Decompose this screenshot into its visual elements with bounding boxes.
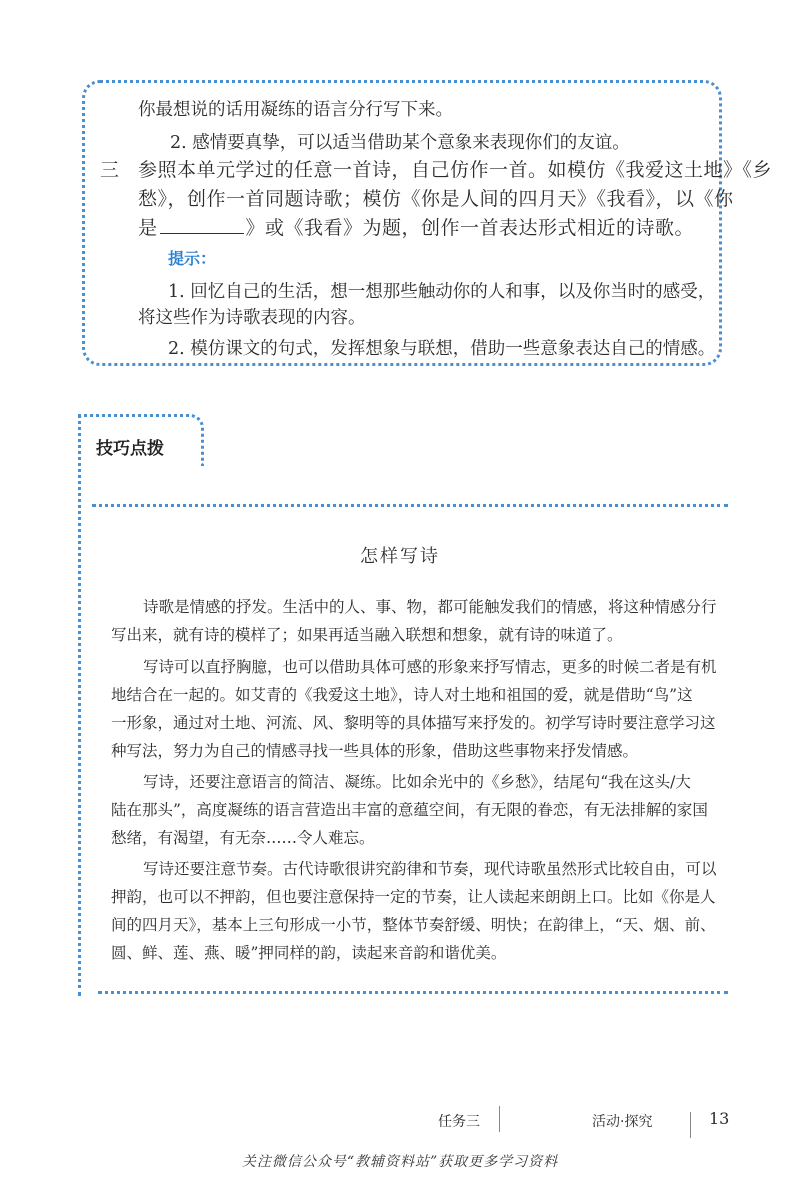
task-line-5-end: 》或《我看》为题，创作一首表达形式相近的诗歌。 [245, 217, 695, 239]
hint-line-2: 将这些作为诗歌表现的内容。 [138, 308, 366, 328]
article-line-12: 间的四月天》，基本上三句形成一小节，整体节奏舒缓、明快；在韵律上，“天、烟、前、 [111, 916, 716, 934]
footer-activity-label: 活动·探究 [592, 1114, 653, 1130]
task-line-3: 参照本单元学过的任意一首诗，自己仿作一首。如模仿《我爱这土地》《乡 [138, 159, 773, 181]
article-line-8: 陆在那头”，高度凝练的语言营造出丰富的意蕴空间，有无限的眷恋，有无法排解的家国 [111, 801, 708, 819]
task-line-5-start: 是 [138, 217, 158, 239]
article-title: 怎样写诗 [360, 546, 440, 567]
skill-left-border [78, 414, 81, 996]
skill-section-title: 技巧点拨 [96, 439, 164, 459]
article-line-2: 写出来，就有诗的模样了；如果再适当融入联想和想象，就有诗的味道了。 [111, 626, 623, 644]
footer-separator [499, 1106, 500, 1132]
task-line-4: 愁》，创作一首同题诗歌；模仿《你是人间的四月天》《我看》，以《你 [138, 188, 734, 210]
task-number-three: 三 [100, 159, 120, 181]
article-line-7: 写诗，还要注意语言的简洁、凝练。比如余光中的《乡愁》，结尾句“我在这头/大 [143, 773, 691, 791]
article-line-6: 种写法，努力为自己的情感寻找一些具体的形象，借助这些事物来抒发情感。 [111, 742, 639, 760]
article-line-1: 诗歌是情感的抒发。生活中的人、事、物，都可能触发我们的情感，将这种情感分行 [143, 598, 717, 616]
hint-label: 提示： [168, 249, 217, 268]
footer-separator [690, 1112, 691, 1138]
task-line-5 [138, 215, 694, 240]
page-number: 13 [709, 1109, 730, 1128]
article-line-13: 圆、鲜、莲、燕、暖”押同样的韵，读起来音韵和谐优美。 [111, 944, 507, 962]
hint-line-3: 2. 模仿课文的句式，发挥想象与联想，借助一些意象表达自己的情感。 [168, 339, 716, 359]
article-line-5: 一形象，通过对土地、河流、风、黎明等的具体描写来抒发的。初学写诗时要注意学习这 [111, 714, 716, 732]
article-line-10: 写诗还要注意节奏。古代诗歌很讲究韵律和节奏，现代诗歌虽然形式比较自由，可以 [143, 860, 717, 878]
skill-divider [92, 504, 728, 507]
skill-bottom-border [98, 991, 728, 994]
task-line-2: 2. 感情要真挚，可以适当借助某个意象来表现你们的友谊。 [170, 133, 630, 153]
article-line-4: 地结合在一起的。如艾青的《我爱这土地》，诗人对土地和祖国的爱，就是借助“鸟”这 [111, 686, 693, 704]
footer-task-label: 任务三 [438, 1114, 480, 1130]
fill-in-blank [160, 215, 244, 234]
article-line-11: 押韵，也可以不押韵，但也要注意保持一定的节奏，让人读起来朗朗上口。比如《你是人 [111, 888, 716, 906]
article-line-3: 写诗可以直抒胸臆，也可以借助具体可感的形象来抒写情志，更多的时候二者是有机 [143, 658, 717, 676]
hint-line-1: 1. 回忆自己的生活，想一想那些触动你的人和事，以及你当时的感受， [168, 282, 716, 302]
task-line-1: 你最想说的话用凝练的语言分行写下来。 [138, 100, 453, 120]
watermark: 关注微信公众号“教辅资料站”获取更多学习资料 [241, 1154, 559, 1170]
article-line-9: 愁绪，有渴望，有无奈……令人难忘。 [111, 829, 375, 847]
